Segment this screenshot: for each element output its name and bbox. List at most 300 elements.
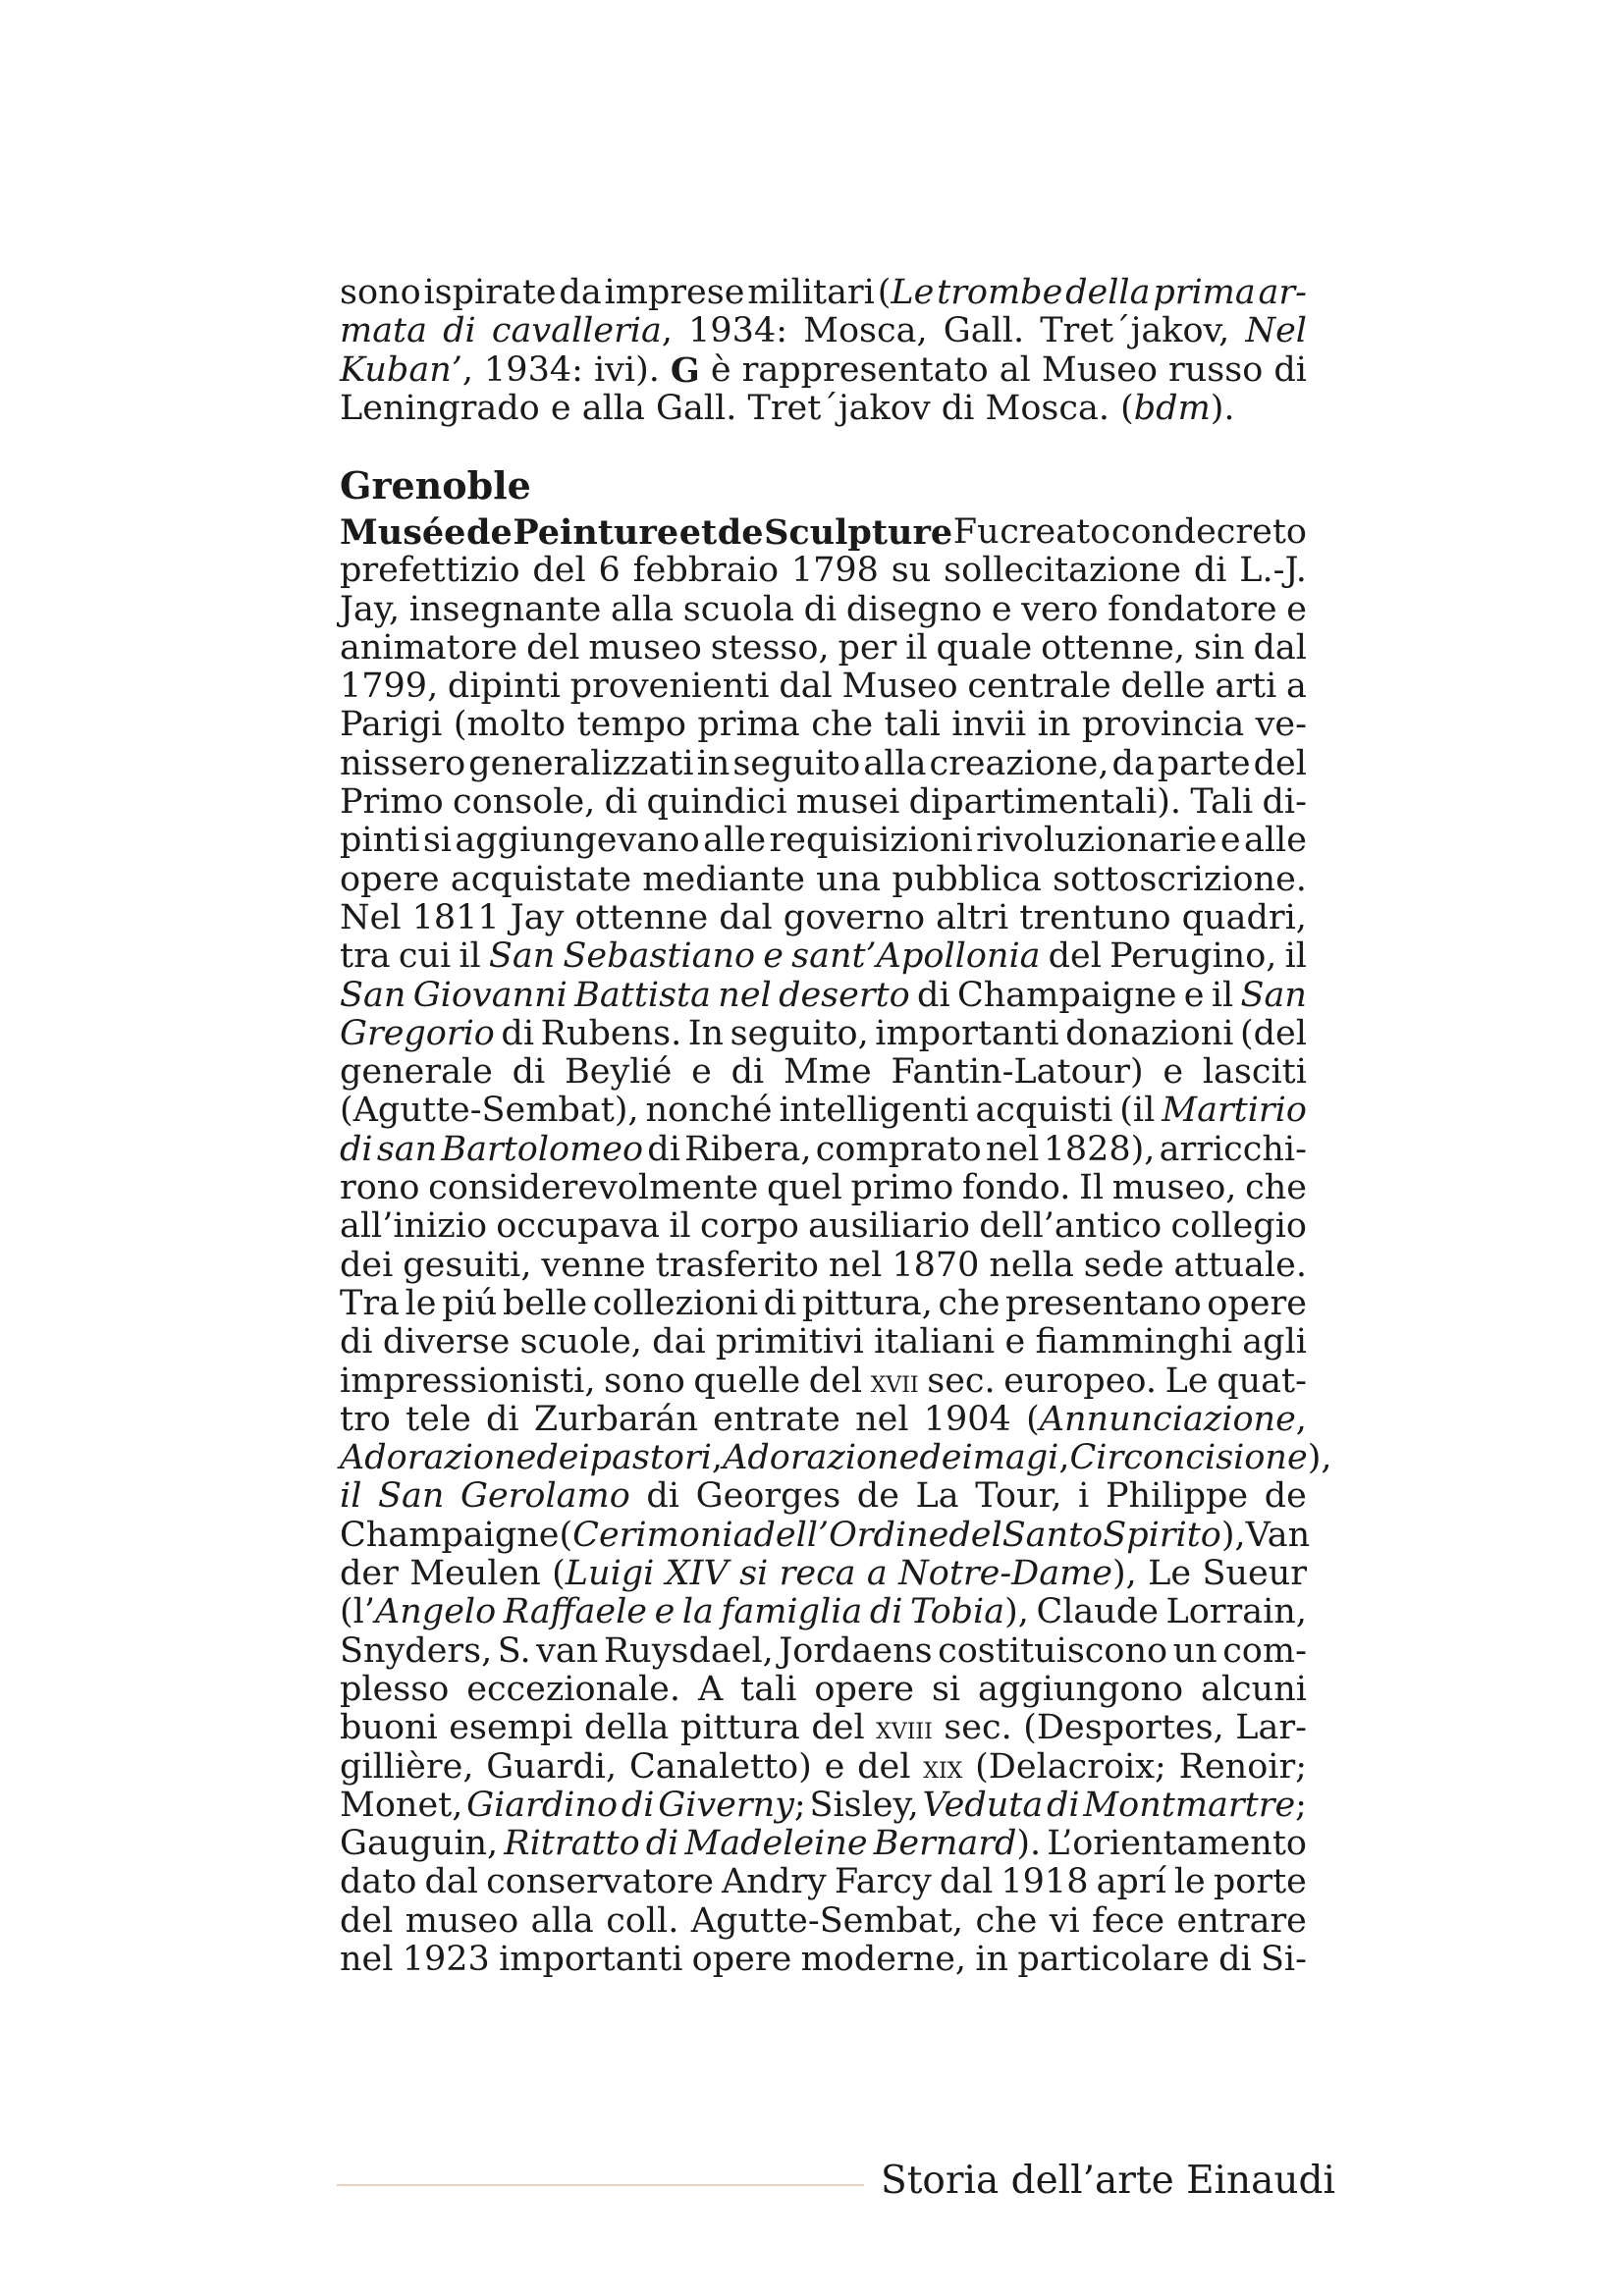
word: che — [938, 1283, 1001, 1323]
word: cui — [398, 936, 452, 977]
text-line — [340, 1902, 1307, 1941]
word: La — [915, 1476, 959, 1517]
word: Le — [1164, 1361, 1209, 1401]
word: 1811 — [411, 897, 500, 937]
word: insegnante — [408, 589, 602, 629]
word: Mosca, — [803, 311, 928, 351]
word: considerevolmente — [428, 1168, 759, 1208]
word: cavalleria, — [491, 311, 674, 351]
word: (Le — [877, 273, 935, 312]
word: de — [717, 512, 764, 553]
word: Perugino, — [1109, 936, 1277, 977]
text-line — [340, 1401, 1307, 1439]
word: requisizioni — [769, 821, 973, 861]
word: lasciti — [1202, 1052, 1307, 1093]
word: Ruysdael, — [603, 1630, 774, 1671]
word: Andry — [722, 1862, 827, 1902]
word: Madeleine — [684, 1824, 868, 1864]
word: trentuno — [1019, 897, 1171, 937]
word: dal — [779, 667, 833, 707]
word: xix — [923, 1749, 963, 1786]
text-line — [340, 1825, 1307, 1863]
text-line — [340, 1362, 1307, 1401]
text-line — [340, 1709, 1307, 1747]
word: 1923 — [402, 1939, 490, 1979]
word: alle — [703, 821, 767, 861]
word: Adorazione — [340, 1438, 537, 1478]
word: importanti — [875, 1013, 1059, 1053]
word: San — [378, 1476, 445, 1517]
word: quadri, — [1181, 897, 1307, 937]
word: di — [486, 1399, 519, 1439]
word: Mosca. — [985, 388, 1109, 428]
word: xvii — [870, 1363, 919, 1400]
word: scuole, — [519, 1322, 642, 1362]
word: militari — [747, 273, 875, 312]
word: impressionisti, — [340, 1361, 596, 1401]
word: de — [856, 1476, 899, 1517]
text-line — [340, 783, 1307, 822]
word: che — [1245, 1168, 1307, 1208]
word: della — [584, 1708, 670, 1748]
word: fondo. — [961, 1168, 1071, 1208]
word: console, — [453, 782, 596, 823]
word: di — [1046, 1785, 1080, 1825]
text-line — [340, 1941, 1307, 1979]
word: del — [526, 627, 580, 667]
word: dei — [919, 1438, 973, 1478]
word: le — [405, 1283, 437, 1323]
word: il — [669, 1206, 691, 1247]
word: Circoncisione), — [1069, 1438, 1332, 1478]
text-line — [340, 1671, 1307, 1709]
word: Tra — [340, 1283, 400, 1323]
word: quel — [767, 1168, 842, 1208]
word: dei — [340, 1245, 394, 1285]
word: e — [1183, 975, 1205, 1015]
word: sottoscrizione. — [1053, 859, 1307, 899]
word: museo — [588, 627, 702, 667]
word: governo — [783, 897, 926, 937]
word: de — [466, 512, 513, 553]
word: (Agutte-Sembat), — [340, 1091, 639, 1131]
text-line — [340, 1438, 1332, 1478]
word: der — [340, 1554, 399, 1594]
word: opere — [691, 1939, 792, 1979]
word: Raffaele — [503, 1592, 648, 1632]
word: Sueur — [1202, 1554, 1307, 1594]
word: all’inizio — [340, 1206, 488, 1247]
word: prima — [1153, 273, 1256, 312]
word: 1934: — [688, 311, 788, 351]
word: Le — [1148, 1554, 1192, 1594]
word: Giovanni — [412, 975, 568, 1015]
word: Zurbarán — [533, 1399, 698, 1439]
word: collegio — [1170, 1206, 1307, 1247]
word: gillière, — [340, 1746, 474, 1787]
word: occupava — [496, 1206, 661, 1247]
word: deserto — [779, 975, 910, 1015]
word: alla — [530, 1900, 594, 1941]
word: piú — [442, 1283, 498, 1323]
word: di — [621, 1785, 655, 1825]
word: moderne, — [800, 1939, 967, 1979]
word: russo — [1168, 349, 1264, 390]
word: sin — [1193, 627, 1245, 667]
word: famiglia — [721, 1592, 863, 1632]
word: il — [340, 1476, 362, 1517]
word: che — [811, 705, 874, 745]
word: di — [941, 388, 975, 428]
word: tempo — [576, 705, 686, 745]
word: opere — [1207, 1283, 1307, 1323]
word: coll. — [606, 1900, 679, 1941]
word: alla — [581, 388, 645, 428]
word: dipinti — [447, 667, 561, 707]
word: primitivi — [715, 1322, 864, 1362]
word: sono — [340, 273, 421, 312]
word: (Delacroix; — [975, 1746, 1166, 1787]
word: pittura, — [801, 1283, 933, 1323]
word: dal — [424, 1862, 478, 1902]
word: S. — [497, 1630, 531, 1671]
word: Bernard). — [873, 1824, 1042, 1864]
word: rono — [340, 1168, 420, 1208]
word: Meulen — [409, 1554, 541, 1594]
word: Peinture — [513, 512, 679, 553]
word: a — [866, 1554, 888, 1594]
word: Veduta — [922, 1785, 1044, 1825]
word: e — [991, 589, 1012, 629]
word: e — [824, 1746, 845, 1787]
word: una — [816, 859, 882, 899]
word: Monet, — [340, 1785, 463, 1825]
word: Ribera, — [684, 1129, 812, 1169]
word: di — [869, 1592, 903, 1632]
word: di — [647, 1129, 680, 1169]
word: presentano — [1005, 1283, 1202, 1323]
word: Giverny; — [658, 1785, 806, 1825]
word: del — [1048, 936, 1102, 977]
word: Gauguin, — [340, 1824, 499, 1864]
word: di — [1193, 551, 1227, 591]
word: 1918 — [1001, 1862, 1089, 1902]
text-line — [340, 977, 1307, 1015]
text-line — [340, 861, 1307, 899]
word: prefettizio — [340, 551, 520, 591]
word: prima — [697, 705, 800, 745]
text-line — [340, 1247, 1307, 1285]
word: vero — [1021, 589, 1099, 629]
word: aggiungono — [978, 1669, 1184, 1709]
word: L’orientamento — [1047, 1824, 1307, 1864]
text-line — [340, 1207, 1307, 1246]
word: animatore — [340, 627, 518, 667]
text-line — [340, 1053, 1307, 1092]
word: le — [1173, 1862, 1206, 1902]
word: Beylié — [565, 1052, 673, 1093]
word: quat- — [1217, 1361, 1307, 1401]
word: rivoluzionarie — [976, 821, 1217, 861]
word: ottenne — [574, 897, 709, 937]
word: Tour, — [975, 1476, 1062, 1517]
word: Nel — [1245, 311, 1307, 351]
word: a — [1286, 667, 1307, 707]
text-line — [340, 706, 1307, 744]
word: di — [501, 1013, 535, 1053]
word: tra — [340, 936, 391, 977]
word: Kuban’, — [340, 349, 473, 390]
text-line — [340, 1015, 1307, 1053]
word: Giardino — [466, 1785, 619, 1825]
word: Gall. — [655, 388, 737, 428]
word: opere — [814, 1669, 915, 1709]
word: 1828), — [1043, 1129, 1156, 1169]
word: sec. — [927, 1361, 996, 1401]
text-line — [340, 1477, 1307, 1516]
word: dell’Ordine — [753, 1515, 949, 1555]
word: Gregorio — [340, 1013, 495, 1053]
word: tali — [740, 1669, 797, 1709]
word: e — [1286, 589, 1307, 629]
word: diverse — [382, 1322, 511, 1362]
text-line — [340, 1632, 1307, 1671]
word: dipartimentali). — [908, 782, 1182, 823]
text-line — [340, 1555, 1307, 1593]
word: dal — [719, 897, 773, 937]
word: tele — [406, 1399, 471, 1439]
word: primo — [850, 1168, 954, 1208]
word: Renoir; — [1178, 1746, 1307, 1787]
word: com- — [1222, 1630, 1307, 1671]
text-line — [340, 1593, 1307, 1631]
word: ispirate — [423, 273, 557, 312]
text-line — [340, 1169, 1307, 1207]
word: San — [488, 936, 556, 977]
word: seguito — [732, 743, 861, 783]
word: (del — [1239, 1013, 1307, 1053]
word: di — [645, 1824, 679, 1864]
text-line — [340, 312, 1307, 350]
text-line — [340, 1787, 1307, 1825]
word: eccezionale. — [466, 1669, 681, 1709]
word: sec. — [944, 1708, 1012, 1748]
word: (l’Angelo — [340, 1592, 497, 1632]
word: de — [1264, 1476, 1307, 1517]
text-line — [340, 1323, 1307, 1362]
word: Champaigne — [340, 1515, 560, 1555]
word: conservatore — [486, 1862, 714, 1902]
word: alla — [610, 589, 675, 629]
word: del — [948, 1515, 1002, 1555]
word: ausiliario — [808, 1206, 970, 1247]
word: Notre-Dame), — [898, 1554, 1137, 1594]
word: porte — [1213, 1862, 1307, 1902]
word: fondatore — [1108, 589, 1277, 629]
word: Gall. — [943, 311, 1025, 351]
word: quindici — [646, 782, 787, 823]
word: invii — [951, 705, 1027, 745]
word: Nel — [340, 897, 402, 937]
word: e — [763, 936, 784, 977]
word: decreto — [1173, 512, 1307, 552]
word: tali — [884, 705, 941, 745]
word: con — [1110, 512, 1174, 552]
word: Mme — [783, 1052, 872, 1093]
intro-paragraph — [340, 274, 1307, 428]
word: dato — [340, 1862, 417, 1902]
word: generale — [340, 1052, 493, 1093]
word: e — [691, 1052, 712, 1093]
word: sede — [1083, 1245, 1164, 1285]
word: Georges — [695, 1476, 841, 1517]
word: Martirio — [1162, 1091, 1307, 1131]
word: centrale — [967, 667, 1111, 707]
word: Jordaens — [779, 1630, 933, 1671]
word: Tobia), — [909, 1592, 1029, 1632]
word: acquisti — [975, 1091, 1113, 1131]
word: Il — [1079, 1168, 1105, 1208]
word: trombe — [937, 273, 1063, 312]
word: buoni — [340, 1708, 438, 1748]
word: mediante — [642, 859, 805, 899]
word: Farcy — [834, 1862, 932, 1902]
word: Champaigne — [956, 975, 1177, 1015]
word: magi, — [972, 1438, 1070, 1478]
word: Museo — [841, 667, 958, 707]
word: Leningrado — [340, 388, 540, 428]
word: Battista — [574, 975, 711, 1015]
word: Canaletto) — [628, 1746, 812, 1787]
word: di — [604, 782, 638, 823]
word: del — [857, 1746, 911, 1787]
word: dal — [939, 1862, 994, 1902]
word: Jay — [510, 897, 565, 937]
word: dell’antico — [979, 1206, 1163, 1247]
text-line — [340, 745, 1307, 783]
word: il — [1284, 936, 1307, 977]
word: xviii — [876, 1711, 933, 1747]
word: scuola — [682, 589, 794, 629]
word: generalizzati — [468, 743, 694, 783]
word: di — [730, 1052, 765, 1093]
word: i — [1078, 1476, 1090, 1517]
word: Jay, — [340, 589, 401, 629]
word: Musée — [340, 512, 466, 553]
footer-publisher-title: Storia dell’arte Einaudi — [881, 2159, 1335, 2203]
word: 1934: — [484, 349, 583, 390]
word: Philippe — [1105, 1476, 1249, 1517]
word: quale — [936, 627, 1033, 667]
word: musei — [795, 782, 900, 823]
word: collezioni — [592, 1283, 759, 1323]
word: di — [917, 975, 950, 1015]
word: pittura — [679, 1708, 800, 1748]
word: di — [1218, 1939, 1252, 1979]
word: il — [905, 627, 928, 667]
text-line — [340, 1748, 1307, 1787]
word: Ritratto — [504, 1824, 640, 1864]
word: di — [646, 1476, 680, 1517]
word: altri — [936, 897, 1009, 937]
section-heading: Grenoble — [340, 463, 531, 507]
word: parte — [1157, 743, 1251, 783]
word: Sisley, — [809, 1785, 919, 1825]
word: in — [1037, 705, 1071, 745]
word: Bartolomeo — [441, 1129, 644, 1169]
word: alle — [1243, 821, 1307, 861]
text-line — [340, 513, 1307, 552]
word: ar- — [1258, 273, 1307, 312]
word: Si- — [1260, 1939, 1307, 1979]
word: museo, — [1111, 1168, 1237, 1208]
word: e — [1219, 821, 1241, 861]
text-line — [340, 899, 1307, 937]
word: venne — [541, 1245, 646, 1285]
word: provincia — [1081, 705, 1245, 745]
word: da — [1111, 743, 1155, 783]
word: donazioni — [1065, 1013, 1234, 1053]
text-line — [340, 552, 1307, 590]
word: (Annunciazione, — [1026, 1399, 1307, 1439]
word: San — [340, 975, 406, 1015]
word: è — [710, 349, 731, 390]
word: L.-J. — [1239, 551, 1307, 591]
word: reca — [779, 1554, 856, 1594]
word: dai — [652, 1322, 706, 1362]
text-line — [340, 937, 1307, 976]
text-line — [340, 390, 1307, 428]
word: provenienti — [569, 667, 770, 707]
word: dei — [536, 1438, 590, 1478]
word: nel — [985, 1129, 1040, 1169]
word: entrate — [713, 1399, 840, 1439]
word: del — [808, 1361, 863, 1401]
word: si — [739, 1554, 769, 1594]
text-line — [340, 1863, 1307, 1901]
word: esempi — [449, 1708, 573, 1748]
entry-paragraph — [340, 512, 1332, 1979]
word: rappresentato — [741, 349, 989, 390]
text-line — [340, 351, 1307, 390]
text-line — [340, 1285, 1307, 1323]
word: la — [681, 1592, 714, 1632]
word: aprí — [1096, 1862, 1166, 1902]
word: tro — [340, 1399, 391, 1439]
word: e — [654, 1592, 676, 1632]
word: di — [340, 1322, 373, 1362]
word: si — [422, 821, 452, 861]
word: quelle — [693, 1361, 801, 1401]
text-line — [340, 274, 1307, 312]
word: particolare — [1017, 1939, 1210, 1979]
word: dal — [1253, 627, 1307, 667]
word: 6 — [598, 551, 621, 591]
word: mata — [340, 311, 427, 351]
word: di — [1273, 349, 1307, 390]
word: stesso, — [710, 627, 830, 667]
word: un — [1172, 1630, 1217, 1671]
word: A — [697, 1669, 724, 1709]
word: Sebastiano — [563, 936, 756, 977]
word: opere — [340, 859, 440, 899]
word: Primo — [340, 782, 444, 823]
word: arti — [1215, 667, 1277, 707]
word: 1904 — [923, 1399, 1011, 1439]
word: del — [532, 551, 586, 591]
word: nonché — [645, 1091, 773, 1131]
word: nel — [718, 975, 772, 1015]
